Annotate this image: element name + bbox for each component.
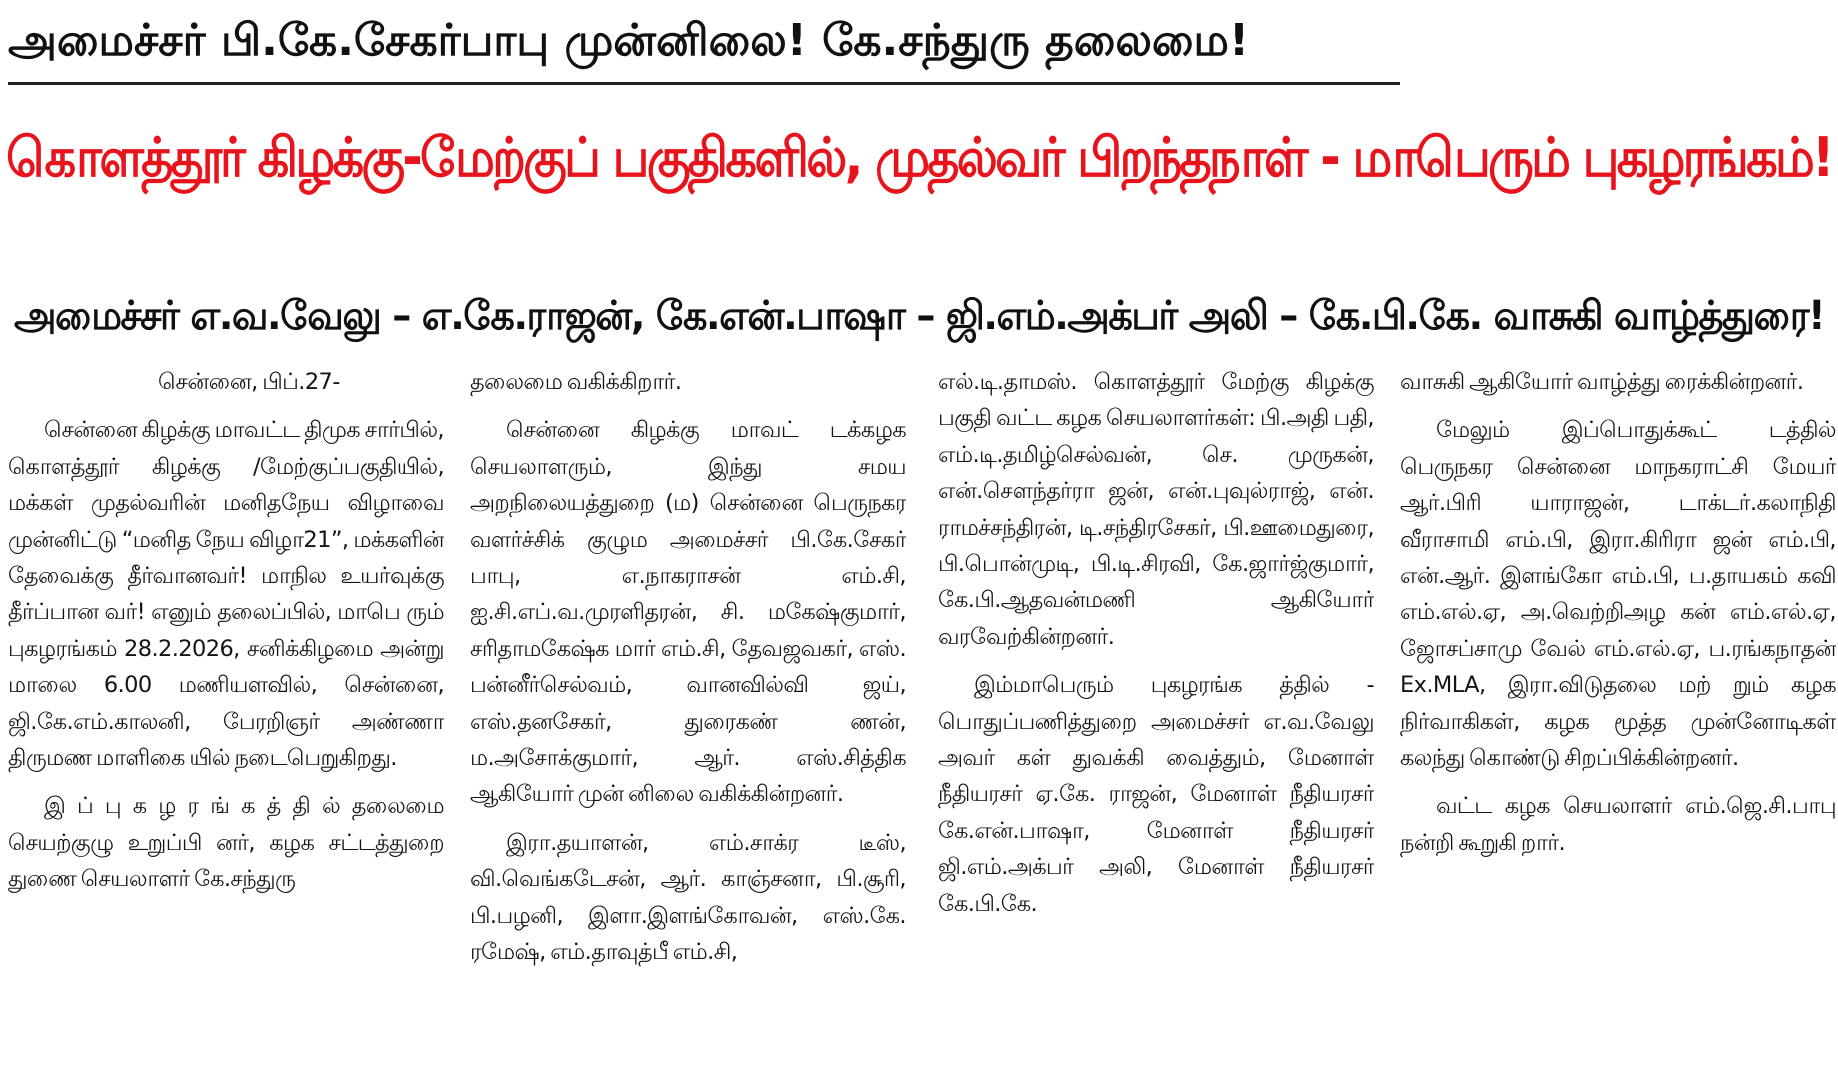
paragraph: இ ப் பு க ழ ர ங் க த் தி ல் தலைமை செயற்குழு உறுப்பி னர், கழக சட்டத்துறை துணை செயலாளர் கே.சந்துரு [8, 793, 444, 893]
paragraph: மேலும் இப்பொதுக்கூட் டத்தில் பெருநகர சென்னை மாநகராட்சி மேயர் ஆர்.பிரி யாராஜன், டாக்டர்.கலாநிதி வீராசாமி எம்.பி, இரா.கிரிரா ஜன் எம்.பி, என்.ஆர். இளங்கோ எம்.பி, ப.தாயகம் கவி எம்.எல்.ஏ, அ.வெற்றிஅழ கன் எம்.எல்.ஏ, ஜோசப்சாமு வேல் எம்.எல்.ஏ, ப.ரங்கநாதன் Ex.MLA, இரா.விடுதலை மற் றும் கழக நிர்வாகிகள், கழக மூத்த முன்னோடிகள் கலந்து கொண்டு சிறப்பிக்கின்றனர். [1400, 417, 1836, 772]
paragraph: இரா.தயாளன், எம்.சாக்ர டீஸ், வி.வெங்கடேசன், ஆர். காஞ்சனா, பி.சூரி, பி.பழனி, இளா.இளங்கோவன், எஸ்.கே. ரமேஷ், எம்.தாவுத்பீ எம்.சி, [470, 829, 906, 966]
paragraph: எல்.டி.தாமஸ். கொளத்தூர் மேற்கு கிழக்கு பகுதி வட்ட கழக செயலாளர்கள்: பி.அதி பதி, எம்.டி.தமிழ்செல்வன், செ. முருகன், என்.சௌந்தர்ரா ஜன், என்.புவுல்ராஜ், என். ராமச்சந்திரன், டி.சந்திரசேகர், பி.ஊமைதுரை, பி.பொன்முடி, பி.டி.சிரவி, கே.ஜார்ஜ்குமார், கே.பி.ஆதவன்மணி ஆகியோர் வரவேற்கின்றனர். [938, 369, 1374, 650]
kicker-underline [8, 82, 1400, 85]
column-3 [938, 364, 1374, 1078]
paragraph: தலைமை வகிக்கிறார். [470, 369, 682, 395]
article-body [0, 364, 1838, 1078]
headline: கொளத்தூர் கிழக்கு-மேற்குப் பகுதிகளில், முதல்வர் பிறந்தநாள் - மாபெரும் புகழரங்கம்! [6, 126, 1832, 189]
kicker-line: அமைச்சர் பி.கே.சேகர்பாபு முன்னிலை! கே.சந்துரு தலைமை! [8, 15, 1250, 66]
paragraph: சென்னை கிழக்கு மாவட்ட திமுக சார்பில், கொளத்தூர் கிழக்கு /மேற்குப்பகுதியில், மக்கள் முதல்வரின் மனிதநேய விழாவை முன்னிட்டு “மனித நேய விழா21”, மக்களின் தேவைக்கு தீர்வானவர்! மாநில உயர்வுக்கு தீர்ப்பான வர்! எனும் தலைப்பில், மாபெ ரும் புகழரங்கம் 28.2.2026, சனிக்கிழமை அன்று மாலை 6.00 மணியளவில், சென்னை, ஜி.கே.எம்.காலனி, பேரறிஞர் அண்ணா திருமண மாளிகை யில் நடைபெறுகிறது. [8, 417, 444, 772]
paragraph: சென்னை கிழக்கு மாவட் டக்கழக செயலாளரும், இந்து சமய அறநிலையத்துறை (ம) சென்னை பெருநகர வளர்ச்சிக் குழும அமைச்சர் பி.கே.சேகர் பாபு, எ.நாகராசன் எம்.சி, ஐ.சி.எப்.வ.முரளிதரன், சி. மகேஷ்குமார், சரிதாமகேஷ்க மார் எம்.சி, தேவஜவகர், எஸ். பன்னீர்செல்வம், வானவில்வி ஜய், எஸ்.தனசேகர், துரைகண் ணன், ம.அசோக்குமார், ஆர். எஸ்.சித்திக ஆகியோர் முன் னிலை வகிக்கின்றனர். [470, 417, 906, 808]
column-1 [8, 364, 444, 1078]
column-4 [1400, 364, 1836, 1078]
subheadline: அமைச்சர் எ.வ.வேலு – எ.கே.ராஜன், கே.என்.பாஷா – ஜி.எம்.அக்பர் அலி – கே.பி.கே. வாசுகி வாழ்த்துரை! [14, 293, 1825, 339]
paragraph: இம்மாபெரும் புகழரங்க த்தில் - பொதுப்பணித்துறை அமைச்சர் எ.வ.வேலு அவர் கள் துவக்கி வைத்தும், மேனாள் நீதியரசர் ஏ.கே. ராஜன், மேனாள் நீதியரசர் கே.என்.பாஷா, மேனாள் நீதியரசர் ஜி.எம்.அக்பர் அலி, மேனாள் நீதியரசர் கே.பி.கே. [938, 672, 1374, 917]
column-2 [470, 364, 906, 1078]
paragraph: வட்ட கழக செயலாளர் எம்.ஜெ.சி.பாபு நன்றி கூறுகி றார். [1400, 793, 1836, 856]
dateline: சென்னை, பிப்.27- [158, 369, 340, 395]
paragraph: வாசுகி ஆகியோர் வாழ்த்து ரைக்கின்றனர். [1400, 369, 1804, 395]
